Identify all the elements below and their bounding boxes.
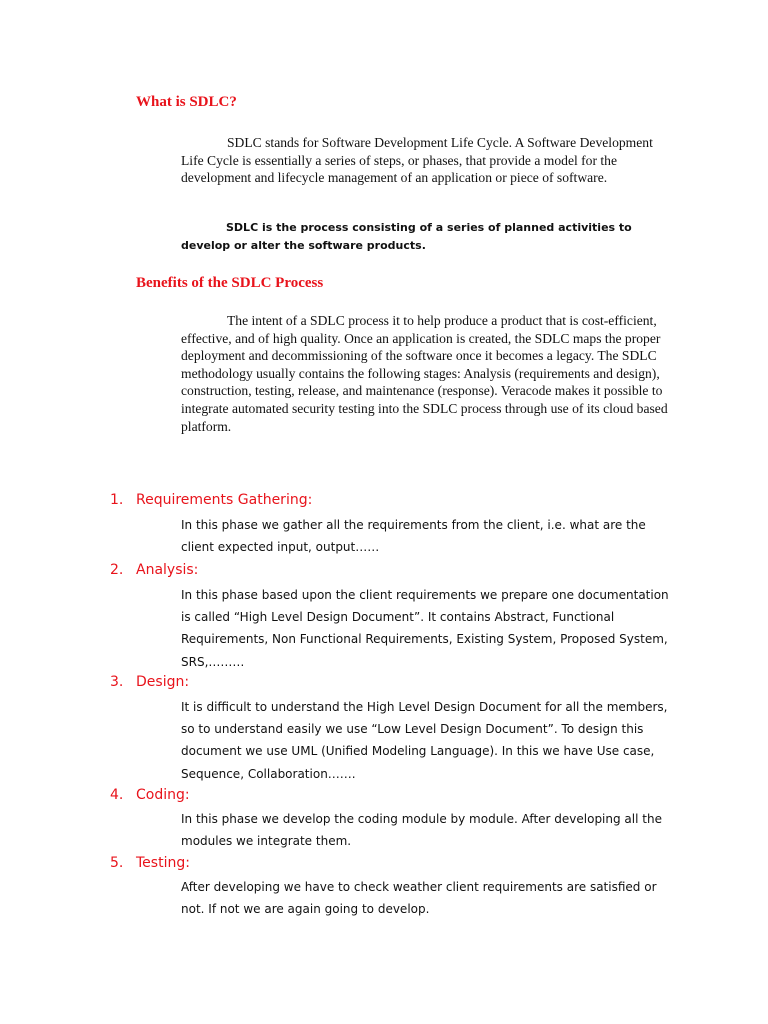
- phase-title-coding: [110, 787, 190, 803]
- phase-description-coding: In this phase we develop the coding module by module. After developing all the modules we integrate them.: [181, 812, 662, 849]
- phase-title-requirements-gathering: [110, 492, 312, 508]
- phase-title-design: [110, 674, 189, 690]
- phase-number: 4.: [110, 787, 124, 803]
- phase-title-text: Testing:: [136, 855, 190, 871]
- phase-title-text: Design:: [136, 674, 190, 690]
- phase-number: 2.: [110, 562, 124, 578]
- phase-description-design: It is difficult to understand the High Level Design Document for all the members, so to understand easily we use “Low Level Design Document”. To design this document we use UML (Unified Modeling Language). In this we have Use case, Sequence, Collaboration…….: [181, 700, 668, 781]
- phase-description-testing: After developing we have to check weather client requirements are satisfied or not. If not we are again going to develop.: [181, 880, 657, 917]
- phase-description-analysis: In this phase based upon the client requirements we prepare one documentation is called “High Level Design Document”. It contains Abstract, Functional Requirements, Non Functional Requirements, Existing System, Proposed System, SRS,………: [181, 588, 669, 669]
- phase-title-text: Requirements Gathering:: [136, 492, 313, 508]
- phase-number: 3.: [110, 674, 124, 690]
- phase-title-analysis: [110, 562, 198, 578]
- sdlc-definition-paragraph: SDLC stands for Software Development Life Cycle. A Software Development Life Cycle is essentially a series of steps, or phases, that provide a model for the development and lifecycle management of an application or piece of software.: [181, 135, 653, 186]
- phase-number: 5.: [110, 855, 124, 871]
- phase-title-testing: [110, 855, 190, 871]
- sdlc-process-statement: SDLC is the process consisting of a series of planned activities to develop or alter the software products.: [181, 221, 632, 252]
- phase-number: 1.: [110, 492, 124, 508]
- phase-description-requirements-gathering: In this phase we gather all the requirements from the client, i.e. what are the client expected input, output……: [181, 518, 646, 555]
- section-heading-what-is-sdlc: What is SDLC?: [136, 94, 237, 110]
- benefits-paragraph: The intent of a SDLC process it to help produce a product that is cost-efficient, effective, and of high quality. Once an application is created, the SDLC maps the proper deployment and decommissioning of the software once it becomes a legacy. The SDLC methodology usually contains the following stages: Analysis (requirements and design), construction, testing, release, and maintenance (response). Veracode makes it possible to integrate automated security testing into the SDLC process through use of its cloud based platform.: [181, 313, 668, 434]
- section-heading-benefits: Benefits of the SDLC Process: [136, 275, 324, 291]
- phase-title-text: Coding:: [136, 787, 190, 803]
- phase-title-text: Analysis:: [136, 562, 199, 578]
